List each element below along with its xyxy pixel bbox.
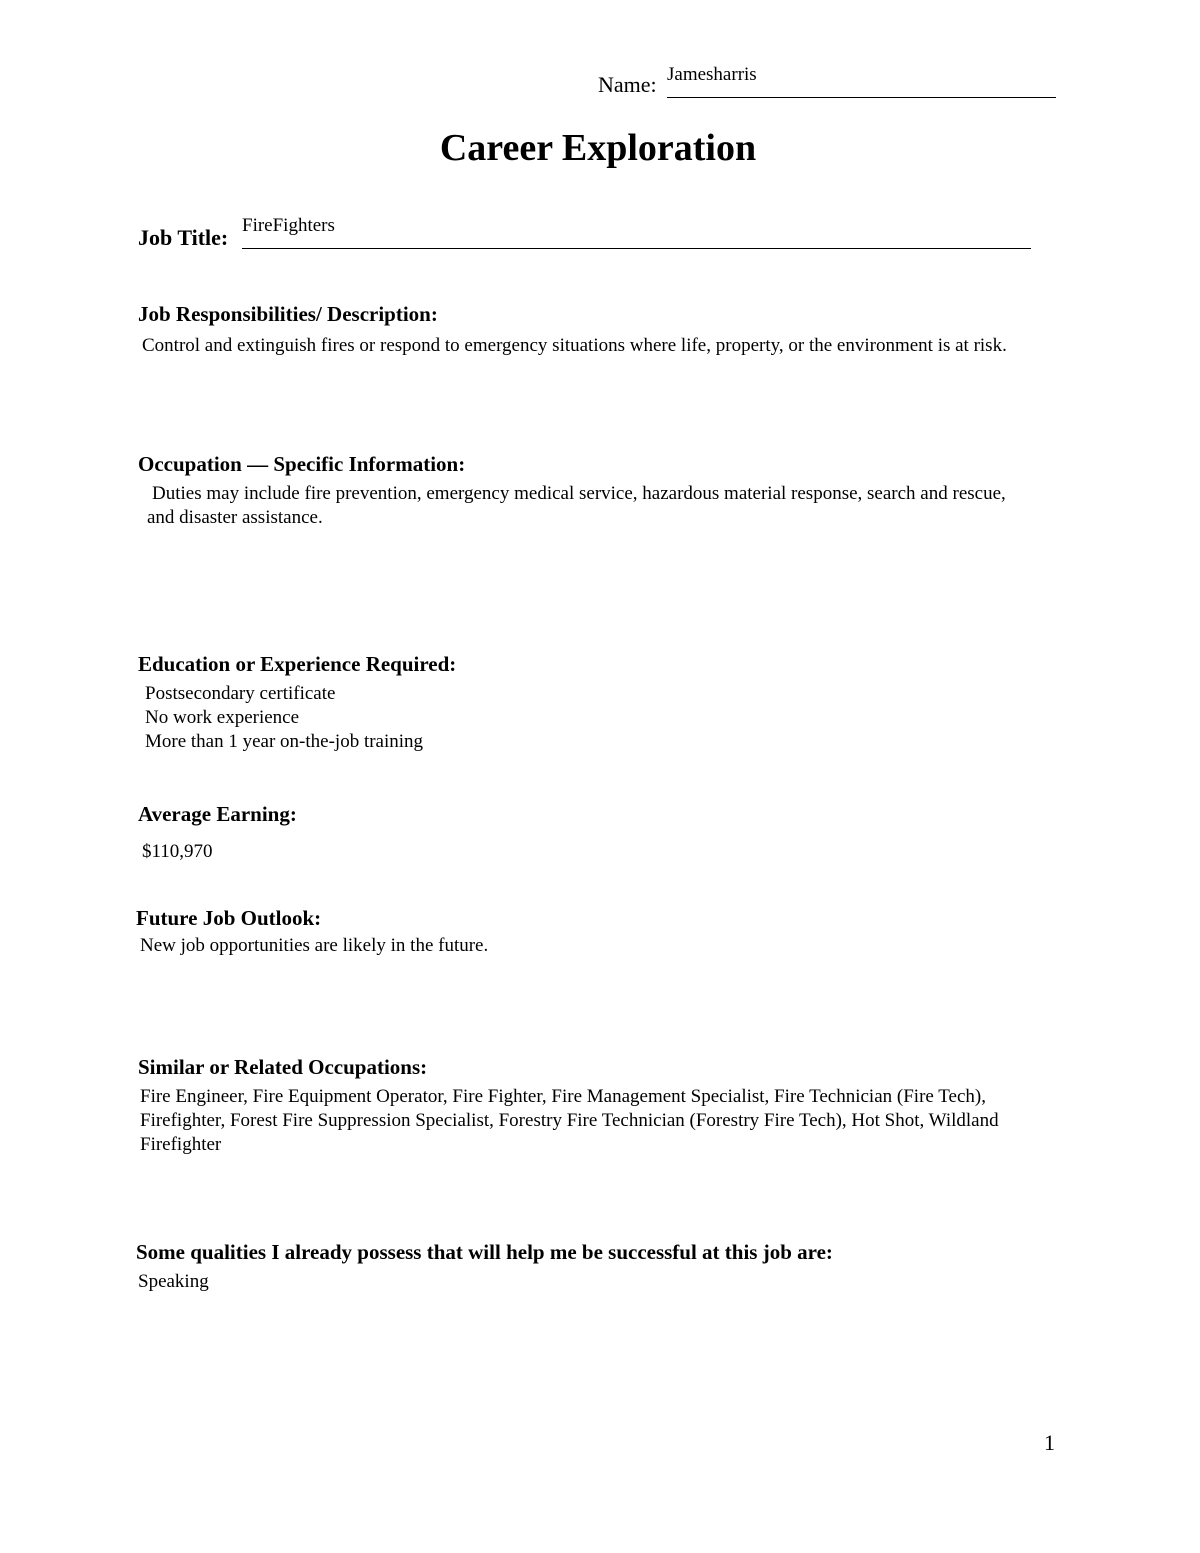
responsibilities-text[interactable]: Control and extinguish fires or respond to emergency situations where life, property, or the environment is at risk. (142, 335, 1007, 356)
outlook-text[interactable]: New job opportunities are likely in the future. (140, 935, 489, 956)
similar-text[interactable]: Fire Engineer, Fire Equipment Operator, Fire Fighter, Fire Management Specialist, Fire Technician (Fire Tech), Firefighter, Forest Fire Suppression Specialist, Forestry Fire Technician (Forestry Fire Tech), Hot Shot, Wildland Firefighter (140, 1086, 999, 1155)
page-title: Career Exploration (439, 127, 757, 169)
qualities-heading: Some qualities I already possess that will help me be successful at this job are: (136, 1240, 833, 1264)
job-title-label: Job Title: (138, 225, 229, 250)
job-title-underline (242, 248, 1031, 249)
education-line-3[interactable]: More than 1 year on-the-job training (145, 731, 424, 752)
occupation-text[interactable]: Duties may include fire prevention, emergency medical service, hazardous material response, search and rescue, and disaster assistance. (147, 483, 1006, 528)
outlook-heading: Future Job Outlook: (136, 906, 322, 930)
name-underline (667, 97, 1056, 98)
occupation-heading: Occupation — Specific Information: (138, 452, 466, 476)
name-label: Name: (598, 72, 657, 97)
responsibilities-heading: Job Responsibilities/ Description: (138, 302, 438, 326)
education-heading: Education or Experience Required: (138, 652, 457, 676)
education-line-1[interactable]: Postsecondary certificate (145, 683, 336, 704)
education-line-2[interactable]: No work experience (145, 707, 300, 728)
qualities-text[interactable]: Speaking (138, 1271, 209, 1292)
similar-heading: Similar or Related Occupations: (138, 1055, 428, 1079)
earning-heading: Average Earning: (138, 802, 297, 826)
job-title-value[interactable]: FireFighters (242, 215, 335, 236)
name-value[interactable]: Jamesharris (667, 64, 757, 85)
earning-value[interactable]: $110,970 (142, 841, 213, 862)
page-number: 1 (1044, 1430, 1055, 1455)
